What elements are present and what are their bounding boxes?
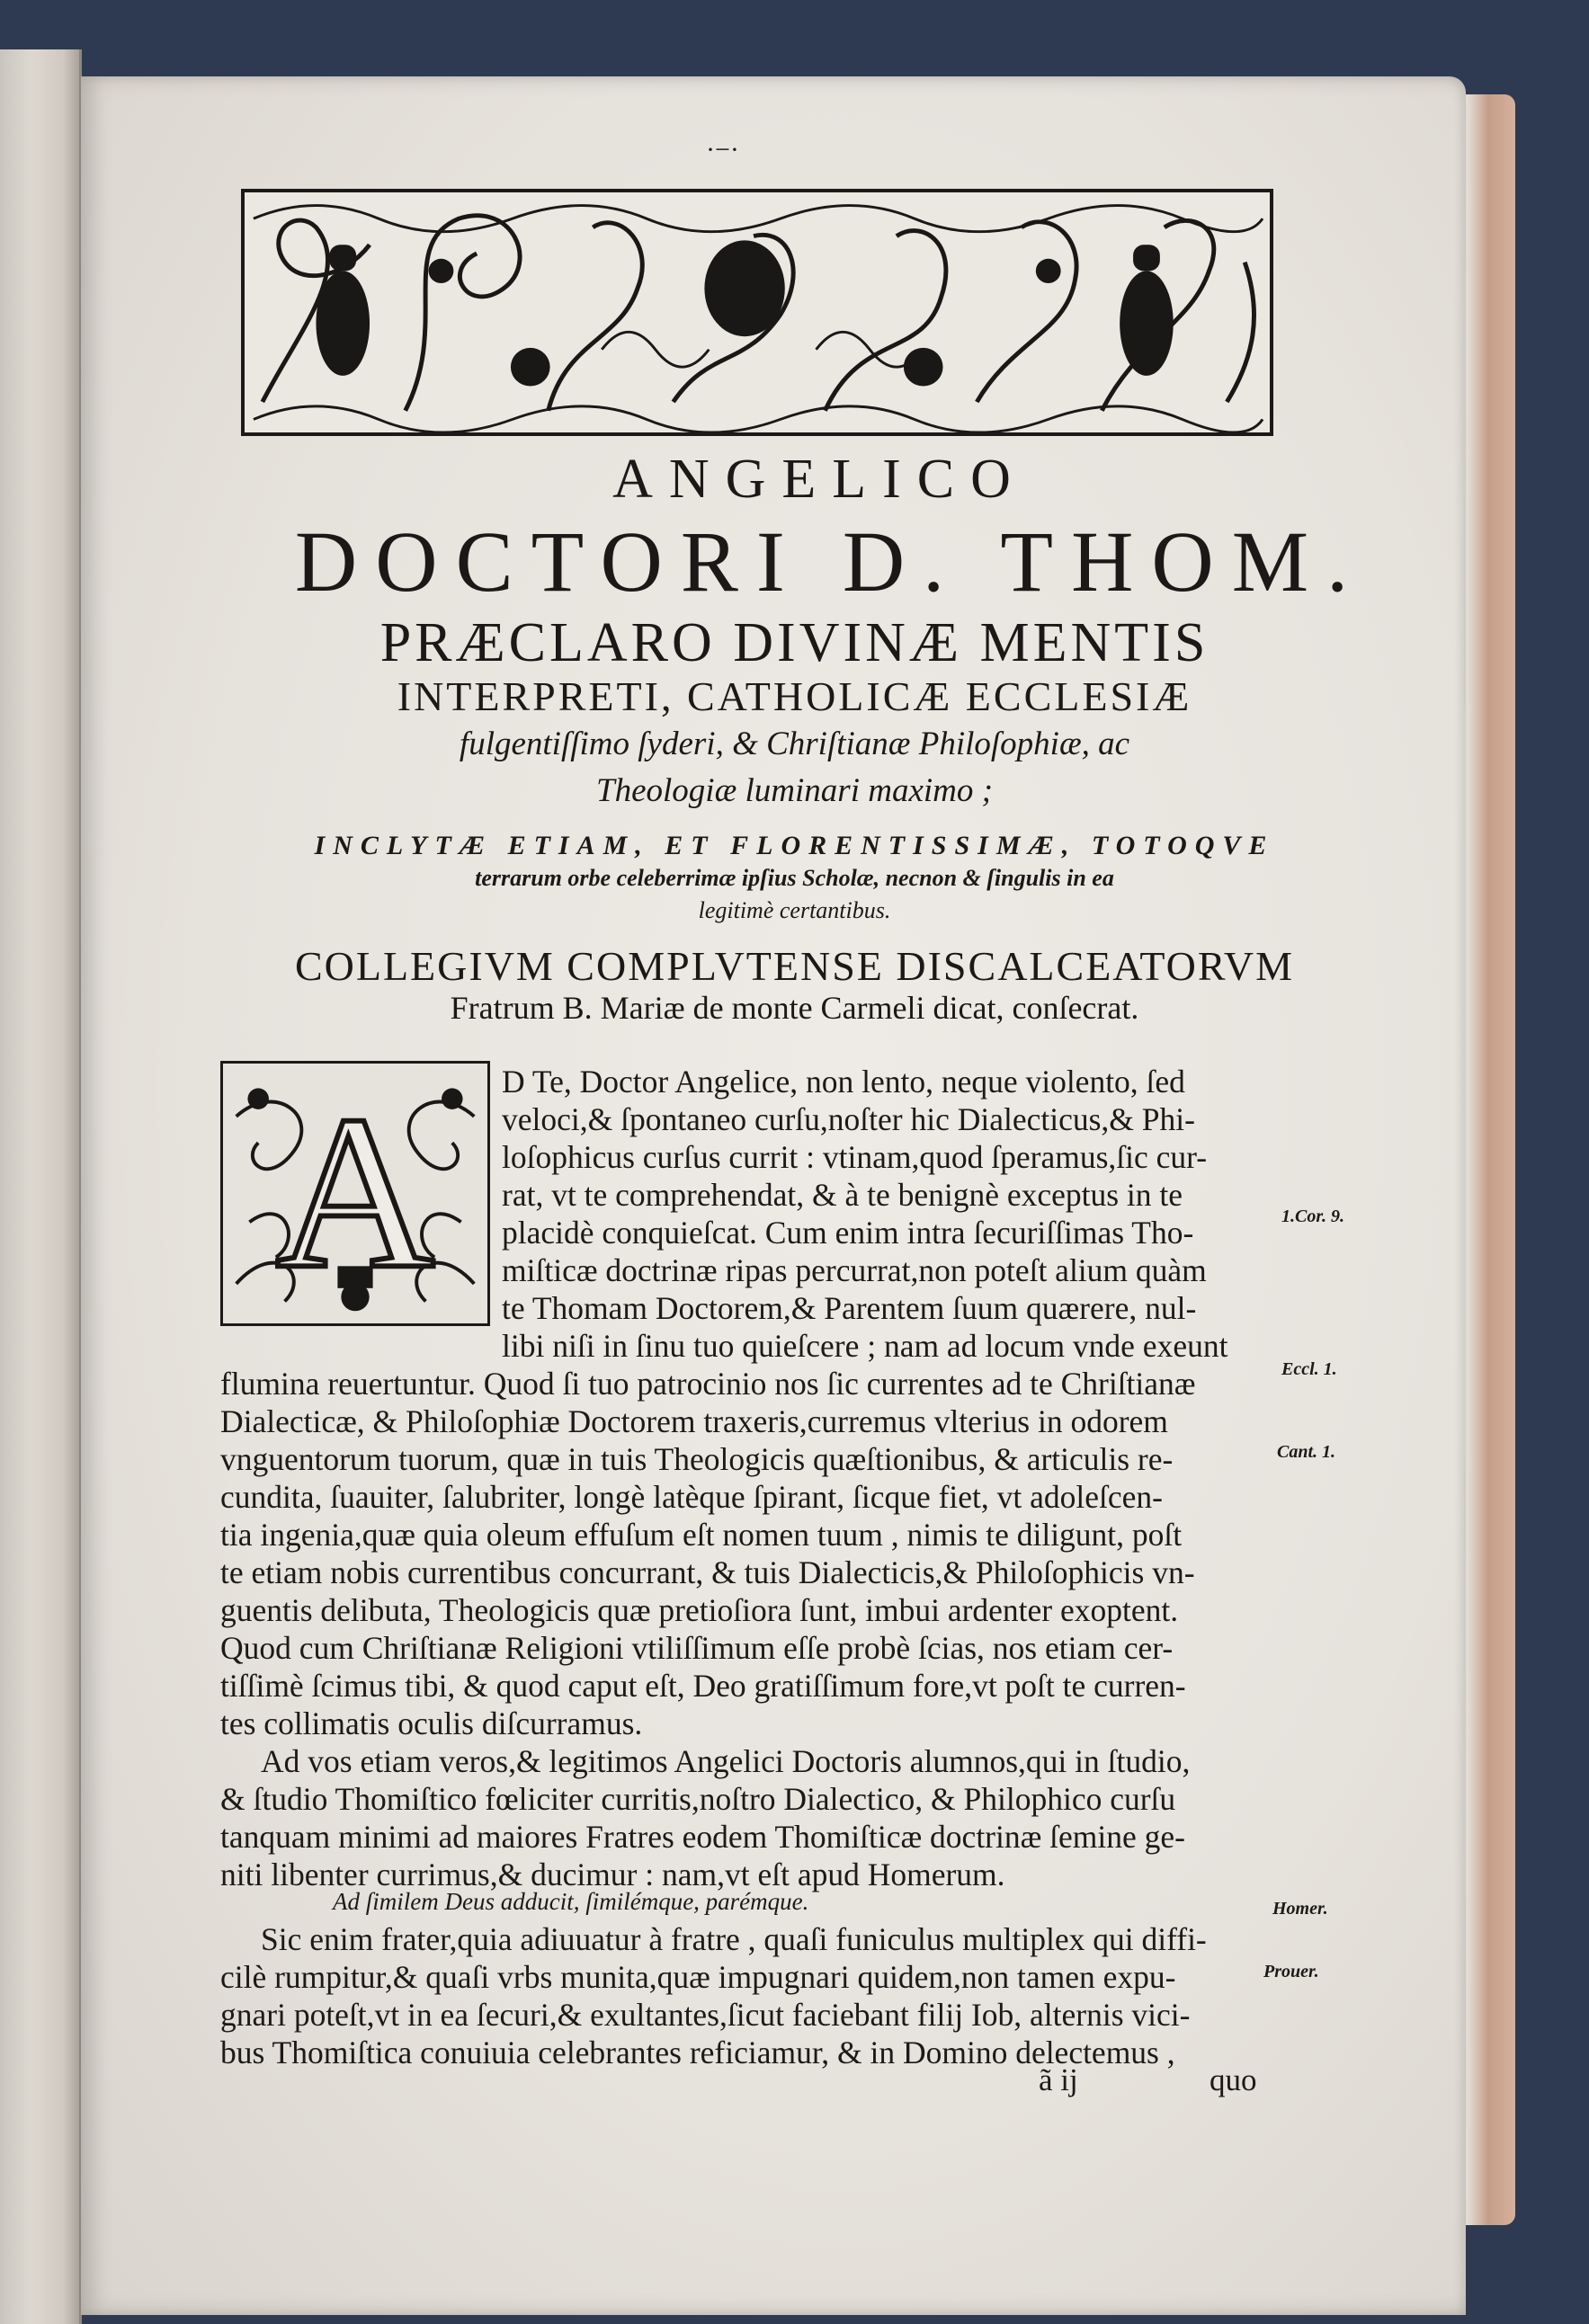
dedication-line-1: INCLYTÆ ETIAM, ET FLORENTISSIMÆ, TOTOQVE — [314, 831, 1275, 860]
body-line-8: libi niſi in ſinu tuo quieſcere ; nam ad locum vnde exeunt — [502, 1328, 1228, 1364]
body-line-11: vnguentorum tuorum, quæ in tuis Theologicis quæſtionibus, & articulis re- — [220, 1441, 1174, 1477]
body2-line-3: gnari poteſt,vt in ea ſecuri,& exultantes,ſicut faciebant filij Iob, alternis vici- — [220, 1997, 1191, 2033]
catchword: quo — [1210, 2062, 1257, 2097]
body-line-1: D Te, Doctor Angelice, non lento, neque violento, ſed — [502, 1064, 1185, 1100]
college-line-1: COLLEGIVM COMPLVTENSE DISCALCEATORVM — [294, 943, 1295, 989]
woodcut-headpiece — [241, 189, 1273, 436]
heading-line-2: DOCTORI D. THOM. — [294, 513, 1367, 610]
body-line-21: tanquam minimi ad maiores Fratres eodem Thomiſticæ doctrinæ ſemine ge- — [220, 1819, 1185, 1855]
body-line-13: tia ingenia,quæ quia oleum effuſum eſt nomen tuum , nimis te diligunt, poſt — [220, 1517, 1183, 1553]
margin-note-eccl: Eccl. 1. — [1281, 1359, 1337, 1379]
body-line-9: flumina reuertuntur. Quod ſi tuo patrocinio nos ſic currentes ad te Chriſtianæ — [220, 1366, 1196, 1402]
body-line-22: niti libenter currimus,& ducimur : nam,vt eſt apud Homerum. — [220, 1857, 1005, 1892]
decorated-initial — [220, 1061, 490, 1326]
dedication-line-3: legitimè certantibus. — [698, 897, 891, 923]
heading-line-4: INTERPRETI, CATHOLICÆ ECCLESIÆ — [397, 673, 1192, 719]
margin-note-prouer: Prouer. — [1263, 1962, 1319, 1981]
body-line-2: veloci,& ſpontaneo curſu,noſter hic Dialecticus,& Phi- — [502, 1101, 1195, 1137]
heading-line-6: Theologiæ luminari maximo ; — [596, 772, 993, 809]
heading-line-5: fulgentiſſimo ſyderi, & Chriſtianæ Philoſophiæ, ac — [459, 726, 1130, 762]
body2-line-2: cilè rumpitur,& quaſi vrbs munita,quæ impugnari quidem,non tamen expu- — [220, 1959, 1176, 1995]
signature-mark: ã ij — [1039, 2062, 1078, 2097]
body-line-15: guentis delibuta, Theologicis quæ pretioſiora ſunt, imbui ardenter exoptent. — [220, 1592, 1179, 1628]
margin-note-homer: Homer. — [1272, 1899, 1328, 1919]
initial-letter: A — [275, 1070, 435, 1314]
heading-line-1: ANGELICO — [612, 449, 1027, 510]
body2-line-1: Sic enim frater,quia adiuuatur à fratre , quaſi funiculus multiplex qui diffi- — [261, 1921, 1207, 1957]
body-line-18: tes collimatis oculis diſcurramus. — [220, 1705, 643, 1741]
body-line-20: & ſtudio Thomiſtico fœliciter curritis,noſtro Dialectico, & Philophico curſu — [220, 1781, 1176, 1817]
verse-quotation: Ad ſimilem Deus adducit, ſimilémque, parémque. — [333, 1888, 809, 1915]
body-line-4: rat, vt te comprehendat, & à te benignè exceptus in te — [502, 1177, 1183, 1213]
body-line-6: miſticæ doctrinæ ripas percurrat,non poteſt alium quàm — [502, 1252, 1207, 1288]
body-line-10: Dialecticæ, & Philoſophiæ Doctorem traxeris,curremus vlterius in odorem — [220, 1403, 1168, 1439]
body-line-16: Quod cum Chriſtianæ Religioni vtiliſſimum eſſe probè ſcias, nos etiam cer- — [220, 1630, 1174, 1666]
body-line-17: tiſſimè ſcimus tibi, & quod caput eſt, Deo gratiſſimum fore,vt poſt te curren- — [220, 1668, 1186, 1704]
college-line-2: Fratrum B. Mariæ de monte Carmeli dicat, conſecrat. — [450, 990, 1139, 1026]
body-line-19: Ad vos etiam veros,& legitimos Angelici Doctoris alumnos,qui in ſtudio, — [261, 1743, 1191, 1779]
body-line-3: loſophicus curſus currit : vtinam,quod ſperamus,ſic cur- — [502, 1139, 1208, 1175]
margin-note-cant: Cant. 1. — [1277, 1442, 1336, 1462]
body-line-5: placidè conquieſcat. Cum enim intra ſecuriſſimas Tho- — [502, 1215, 1194, 1251]
body-line-12: cundita, ſuauiter, ſalubriter, longè latèque ſpirant, ſicque fiet, vt adoleſcen- — [220, 1479, 1163, 1515]
body-line-14: te etiam nobis currentibus concurrant, & tuis Dialecticis,& Philoſophicis vn- — [220, 1554, 1195, 1590]
body-line-7: te Thomam Doctorem,& Parentem ſuum quærere, nul- — [502, 1290, 1197, 1326]
heading-line-3: PRÆCLARO DIVINÆ MENTIS — [379, 612, 1210, 673]
page-mark-dots: ·−· — [706, 135, 739, 165]
body2-line-4: bus Thomiſtica conuiuia celebrantes reficiamur, & in Domino delectemus , — [220, 2035, 1175, 2070]
left-page-edge — [0, 49, 82, 2324]
dedication-line-2: terrarum orbe celeberrimæ ipſius Scholæ, necnon & ſingulis in ea — [475, 865, 1114, 891]
margin-note-cor: 1.Cor. 9. — [1281, 1207, 1345, 1226]
